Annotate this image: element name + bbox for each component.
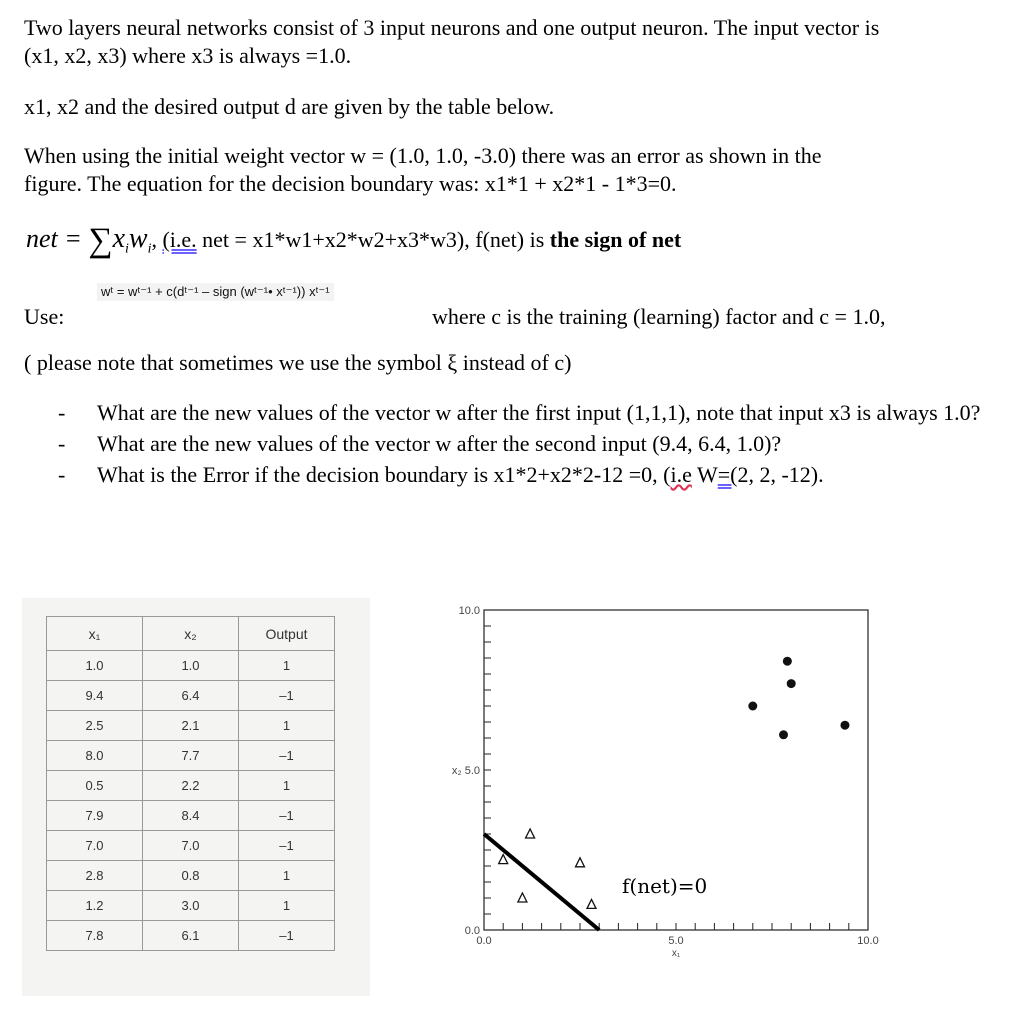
net-bold: the sign of net (549, 227, 682, 252)
cell-x1: 0.5 (47, 771, 143, 801)
question-1-text: What are the new values of the vector w after the first input (1,1,1), note that input x3 is always 1.0? (97, 400, 981, 425)
cell-output: –1 (239, 801, 335, 831)
error-paragraph (24, 142, 821, 198)
triangle-point (576, 858, 585, 867)
triangle-point (499, 855, 508, 864)
training-data-table-panel (22, 598, 370, 996)
table-row (47, 681, 335, 711)
intro-line-2: (x1, x2, x3) where x3 is always =1.0. (24, 43, 352, 68)
table-row (47, 891, 335, 921)
net-definition (26, 222, 682, 263)
decision-boundary-label: f(net)=0 (622, 874, 708, 898)
bullet-dash: - (58, 462, 66, 487)
cell-output: –1 (239, 921, 335, 951)
question-3-text-a: What is the Error if the decision boundary is x1*2+x2*2-12 =0, ( (97, 462, 671, 487)
dot-point (748, 702, 757, 711)
training-data-table (46, 616, 335, 951)
net-term-x: x (112, 223, 125, 254)
cell-x2: 2.1 (143, 711, 239, 741)
question-3-text-c: 2, 2, -12). (737, 462, 824, 487)
cell-x1: 1.0 (47, 651, 143, 681)
question-1 (58, 397, 1008, 428)
table-row (47, 771, 335, 801)
net-comma: , (151, 227, 163, 252)
error-line-2: figure. The equation for the decision boundary was: x1*1 + x2*1 - 1*3=0. (24, 171, 677, 196)
header-x2: x₂ (143, 617, 239, 651)
table-row (47, 921, 335, 951)
symbol-note: ( please note that sometimes we use the symbol ξ instead of c) (24, 350, 572, 375)
cell-x1: 1.2 (47, 891, 143, 921)
net-ie: (i.e. (162, 227, 197, 252)
table-row (47, 801, 335, 831)
cell-output: –1 (239, 741, 335, 771)
net-prefix: net = (26, 224, 89, 253)
dot-point (783, 657, 792, 666)
cell-x2: 1.0 (143, 651, 239, 681)
decision-boundary-line (484, 834, 599, 930)
header-output: Output (239, 617, 335, 651)
cell-x2: 8.4 (143, 801, 239, 831)
cell-output: 1 (239, 861, 335, 891)
learning-factor-text: where c is the training (learning) factor and c = 1.0, (432, 304, 886, 329)
sigma-symbol: ∑ (88, 222, 113, 259)
x-tick-label: 0.0 (476, 935, 492, 947)
table-row (47, 831, 335, 861)
scatter-chart (420, 590, 910, 990)
header-x1: x₁ (47, 617, 143, 651)
cell-output: 1 (239, 651, 335, 681)
y-tick-label: 10.0 (458, 605, 480, 617)
question-2 (58, 428, 1008, 459)
net-term-w: w (128, 223, 148, 254)
cell-output: 1 (239, 711, 335, 741)
net-rest: net = x1*w1+x2*w2+x3*w3), f(net) is (196, 227, 550, 252)
triangle-point (526, 829, 535, 838)
cell-x1: 8.0 (47, 741, 143, 771)
table-row (47, 741, 335, 771)
cell-x1: 2.5 (47, 711, 143, 741)
cell-x1: 2.8 (47, 861, 143, 891)
dot-point (840, 721, 849, 730)
cell-x2: 3.0 (143, 891, 239, 921)
cell-x1: 7.8 (47, 921, 143, 951)
x-tick-label: 5.0 (668, 935, 684, 947)
bullet-dash: - (58, 431, 66, 456)
y-tick-label: 0.0 (464, 925, 480, 937)
triangle-point (518, 893, 527, 902)
question-3 (58, 459, 1008, 490)
cell-output: 1 (239, 891, 335, 921)
x-tick-label: 10.0 (857, 935, 879, 947)
question-2-text: What are the new values of the vector w after the second input (9.4, 6.4, 1.0)? (97, 431, 782, 456)
table-row (47, 861, 335, 891)
cell-x2: 7.0 (143, 831, 239, 861)
dot-point (787, 679, 796, 688)
cell-x2: 0.8 (143, 861, 239, 891)
cell-x1: 7.0 (47, 831, 143, 861)
question-3-eq: =( (717, 462, 738, 487)
question-3-text-b: W (691, 462, 718, 487)
cell-output: –1 (239, 831, 335, 861)
net-sub-i2: i (147, 241, 152, 257)
cell-output: –1 (239, 681, 335, 711)
question-3-ie: i.e (670, 462, 692, 487)
triangle-point (587, 899, 596, 908)
table-row (47, 651, 335, 681)
use-label: Use: (24, 304, 65, 329)
update-rule-formula: wᵗ = wᵗ⁻¹ + c(dᵗ⁻¹ – sign (wᵗ⁻¹• xᵗ⁻¹)) xᵗ⁻¹ (97, 283, 334, 301)
cell-x2: 2.2 (143, 771, 239, 801)
cell-x2: 6.4 (143, 681, 239, 711)
intro-line-1: Two layers neural networks consist of 3 input neurons and one output neuron. The input vector is (24, 15, 880, 40)
cell-x1: 9.4 (47, 681, 143, 711)
cell-x2: 6.1 (143, 921, 239, 951)
table-row (47, 711, 335, 741)
dot-point (779, 730, 788, 739)
table-header-row (47, 617, 335, 651)
cell-output: 1 (239, 771, 335, 801)
table-intro: x1, x2 and the desired output d are given by the table below. (24, 94, 555, 119)
y-tick-label: x₂ 5.0 (451, 765, 480, 777)
error-line-1: When using the initial weight vector w = (1.0, 1.0, -3.0) there was an error as shown in the (24, 143, 822, 168)
question-list (58, 397, 1008, 490)
cell-x2: 7.7 (143, 741, 239, 771)
net-sub-i: i (125, 241, 129, 257)
bullet-dash: - (58, 400, 66, 425)
x-axis-label: x₁ (671, 948, 681, 959)
intro-paragraph (24, 14, 879, 70)
cell-x1: 7.9 (47, 801, 143, 831)
